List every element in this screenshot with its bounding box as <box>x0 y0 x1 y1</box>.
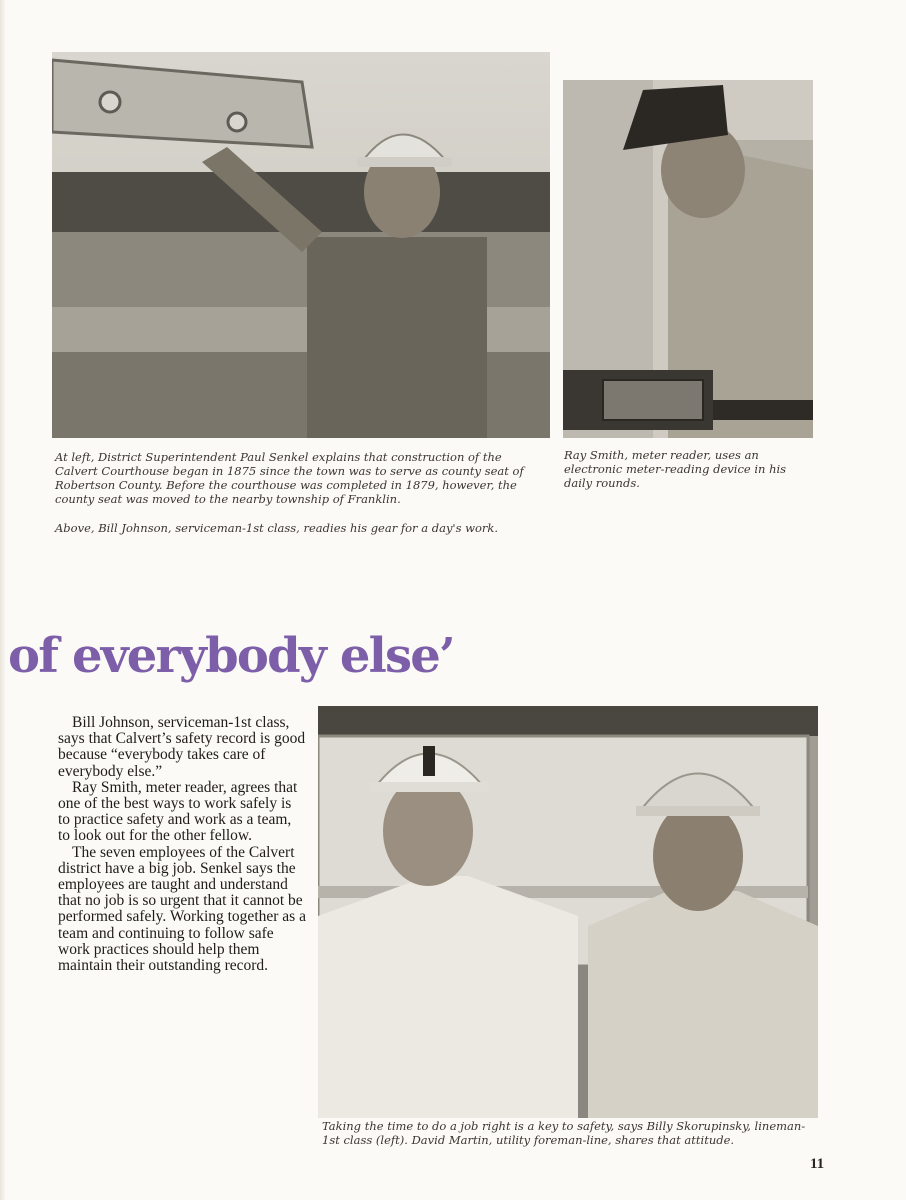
caption-bottom: Taking the time to do a job right is a key to safety, says Billy Skorupinsky, lineman-1st class (left). David Martin, utility foreman-line, shares that attitude. <box>322 1119 806 1147</box>
caption-left-second: Above, Bill Johnson, serviceman-1st class, readies his gear for a day's work. <box>55 521 499 535</box>
caption-left-first: At left, District Superintendent Paul Senkel explains that construction of the Calvert Courthouse began in 1875 since the town was to serve as county seat of Robertson County. Before the courthouse was completed in 1879, however, the county seat was moved to the nearby township of Franklin. <box>55 450 524 506</box>
headline: of everybody else’ <box>8 628 454 684</box>
photo-lineman-ladder <box>52 52 550 438</box>
caption-right: Ray Smith, meter reader, uses an electronic meter-reading device in his daily rounds. <box>564 448 787 490</box>
page-number: 11 <box>810 1156 825 1172</box>
article-body <box>58 715 306 974</box>
photo-two-men <box>318 706 818 1118</box>
article-paragraph: Bill Johnson, serviceman-1st class, says that Calvert’s safety record is good because “everybody takes care of everybody else.” <box>58 714 306 780</box>
photo-meter-reader <box>563 80 813 438</box>
page-edge <box>0 0 6 1200</box>
article-paragraph: The seven employees of the Calvert district have a big job. Senkel says the employees are taught and understand that no job is so urgent that it cannot be performed safely. Working together as a team and continuing to follow safe work practices should help them maintain their outstanding record. <box>58 843 306 975</box>
article-paragraph: Ray Smith, meter reader, agrees that one of the best ways to work safely is to practice safety and work as a team, to look out for the other fellow. <box>58 778 298 845</box>
